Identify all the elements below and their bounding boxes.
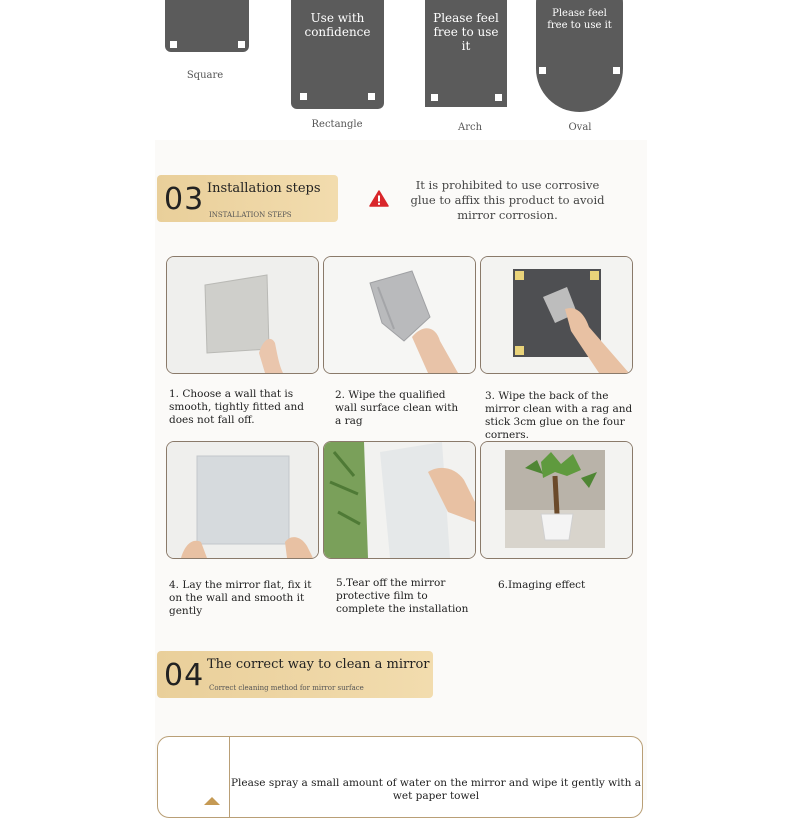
corner-glue-dot	[170, 41, 177, 48]
step-5-caption: 5.Tear off the mirror protective film to complete the installation	[336, 577, 469, 615]
cleaning-instruction-box	[157, 736, 643, 818]
warning-text: It is prohibited to use corrosive glue to affix this product to avoid mirror corrosion.	[410, 178, 605, 222]
step-2-photo	[323, 256, 476, 374]
corner-glue-dot	[300, 93, 307, 100]
step-6-photo	[480, 441, 633, 559]
corner-glue-dot	[431, 94, 438, 101]
spray-bottle-icon	[202, 793, 224, 805]
corner-glue-dot	[495, 94, 502, 101]
corner-glue-dot	[238, 41, 245, 48]
section-title: Installation steps	[207, 181, 321, 196]
section-number: 04	[164, 658, 205, 693]
corner-glue-dot	[613, 67, 620, 74]
step-1-caption: 1. Choose a wall that is smooth, tightly fitted and does not fall off.	[169, 388, 305, 426]
cleaning-instruction-text: Please spray a small amount of water on the mirror and wipe it gently with a wet paper towel	[230, 777, 642, 802]
square-shape	[165, 0, 249, 52]
section-subtitle: Correct cleaning method for mirror surface	[209, 684, 364, 692]
step-4-photo	[166, 441, 319, 559]
step-6-caption: 6.Imaging effect	[498, 579, 586, 591]
step-3-photo	[480, 256, 633, 374]
square-label: Square	[186, 70, 224, 81]
oval-label: Oval	[568, 122, 592, 133]
section-title: The correct way to clean a mirror	[207, 657, 430, 672]
section-03-header	[157, 175, 338, 222]
rectangle-text: Use with confidence	[304, 11, 371, 39]
step-4-caption: 4. Lay the mirror flat, fix it on the wall and smooth it gently	[169, 579, 312, 617]
step-1-photo	[166, 256, 319, 374]
section-number: 03	[164, 182, 205, 217]
oval-shape	[536, 0, 623, 112]
step-5-photo	[323, 441, 476, 559]
arch-shape	[425, 0, 507, 107]
rectangle-label: Rectangle	[311, 119, 363, 130]
rectangle-shape	[291, 0, 384, 109]
corner-glue-dot	[539, 67, 546, 74]
corner-glue-dot	[368, 93, 375, 100]
oval-text: Please feel free to use it	[547, 8, 612, 31]
arch-label: Arch	[457, 122, 483, 133]
section-04-header	[157, 651, 433, 698]
step-3-caption: 3. Wipe the back of the mirror clean with a rag and stick 3cm glue on the four corners.	[485, 390, 633, 441]
warning-icon	[369, 190, 389, 207]
arch-text: Please feel free to use it	[433, 11, 499, 53]
section-subtitle: INSTALLATION STEPS	[209, 211, 292, 219]
step-2-caption: 2. Wipe the qualified wall surface clean with a rag	[335, 389, 459, 427]
